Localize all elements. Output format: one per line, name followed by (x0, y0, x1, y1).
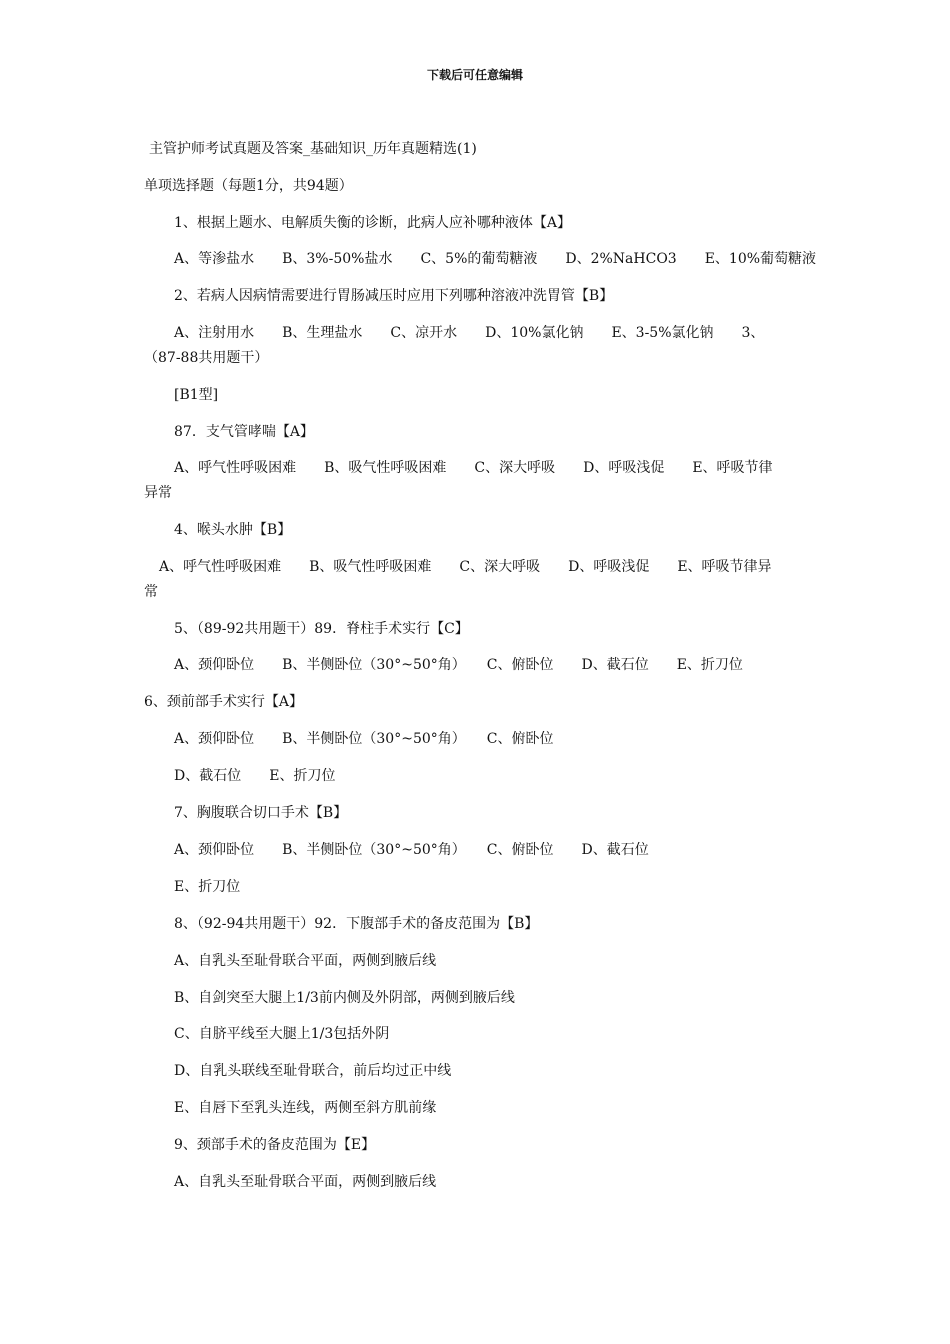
document-title: 主管护师考试真题及答案_基础知识_历年真题精选(1) (149, 141, 477, 157)
question-9: 9、颈部手术的备皮范围为【E】 (174, 1137, 376, 1153)
question-8: 8、（92-94共用题干）92．下腹部手术的备皮范围为【B】 (174, 916, 539, 932)
question-8-option-e: E、自唇下至乳头连线，两侧至斜方肌前缘 (174, 1100, 437, 1116)
question-1: 1、根据上题水、电解质失衡的诊断，此病人应补哪种液体【A】 (174, 215, 572, 231)
question-6: 6、颈前部手术实行【A】 (144, 694, 304, 710)
question-2: 2、若病人因病情需要进行胃肠减压时应用下列哪种溶液冲洗胃管【B】 (174, 288, 614, 304)
question-7-options: A、颈仰卧位 B、半侧卧位（30°~50°角） C、俯卧位 D、截石位 (174, 842, 649, 858)
question-5-options: A、颈仰卧位 B、半侧卧位（30°~50°角） C、俯卧位 D、截石位 E、折刀位 (174, 657, 743, 673)
question-6-options: A、颈仰卧位 B、半侧卧位（30°~50°角） C、俯卧位 (174, 731, 554, 747)
question-3-stem: （87-88共用题干） (144, 350, 269, 366)
question-87-options-cont: 异常 (144, 485, 172, 501)
section-heading: 单项选择题（每题1分，共94题） (144, 178, 353, 194)
question-5: 5、（89-92共用题干）89．脊柱手术实行【C】 (174, 621, 469, 637)
question-87: 87．支气管哮喘【A】 (174, 424, 314, 440)
question-4-options: A、呼气性呼吸困难 B、吸气性呼吸困难 C、深大呼吸 D、呼吸浅促 E、呼吸节律异 (159, 559, 772, 575)
question-7-options-cont: E、折刀位 (174, 879, 241, 895)
question-9-option-a: A、自乳头至耻骨联合平面，两侧到腋后线 (174, 1174, 437, 1190)
question-7: 7、胸腹联合切口手术【B】 (174, 805, 348, 821)
question-2-options: A、注射用水 B、生理盐水 C、凉开水 D、10%氯化钠 E、3-5%氯化钠 3、 (174, 325, 765, 341)
page-header: 下载后可任意编辑 (426, 68, 523, 82)
question-4-options-cont: 常 (144, 584, 158, 600)
question-4: 4、喉头水肿【B】 (174, 522, 292, 538)
question-8-option-d: D、自乳头联线至耻骨联合，前后均过正中线 (174, 1063, 452, 1079)
question-1-options: A、等渗盐水 B、3%-50%盐水 C、5%的葡萄糖液 D、2%NaHCO3 E、10%葡萄糖液 (174, 251, 817, 267)
question-8-option-c: C、自脐平线至大腿上1/3包括外阴 (174, 1026, 390, 1042)
question-8-option-a: A、自乳头至耻骨联合平面，两侧到腋后线 (174, 953, 437, 969)
question-8-option-b: B、自剑突至大腿上1/3前内侧及外阴部，两侧到腋后线 (174, 990, 515, 1006)
question-6-options-cont: D、截石位 E、折刀位 (174, 768, 336, 784)
question-87-options: A、呼气性呼吸困难 B、吸气性呼吸困难 C、深大呼吸 D、呼吸浅促 E、呼吸节律 (174, 460, 773, 476)
question-type-label: [B1型] (174, 387, 219, 403)
